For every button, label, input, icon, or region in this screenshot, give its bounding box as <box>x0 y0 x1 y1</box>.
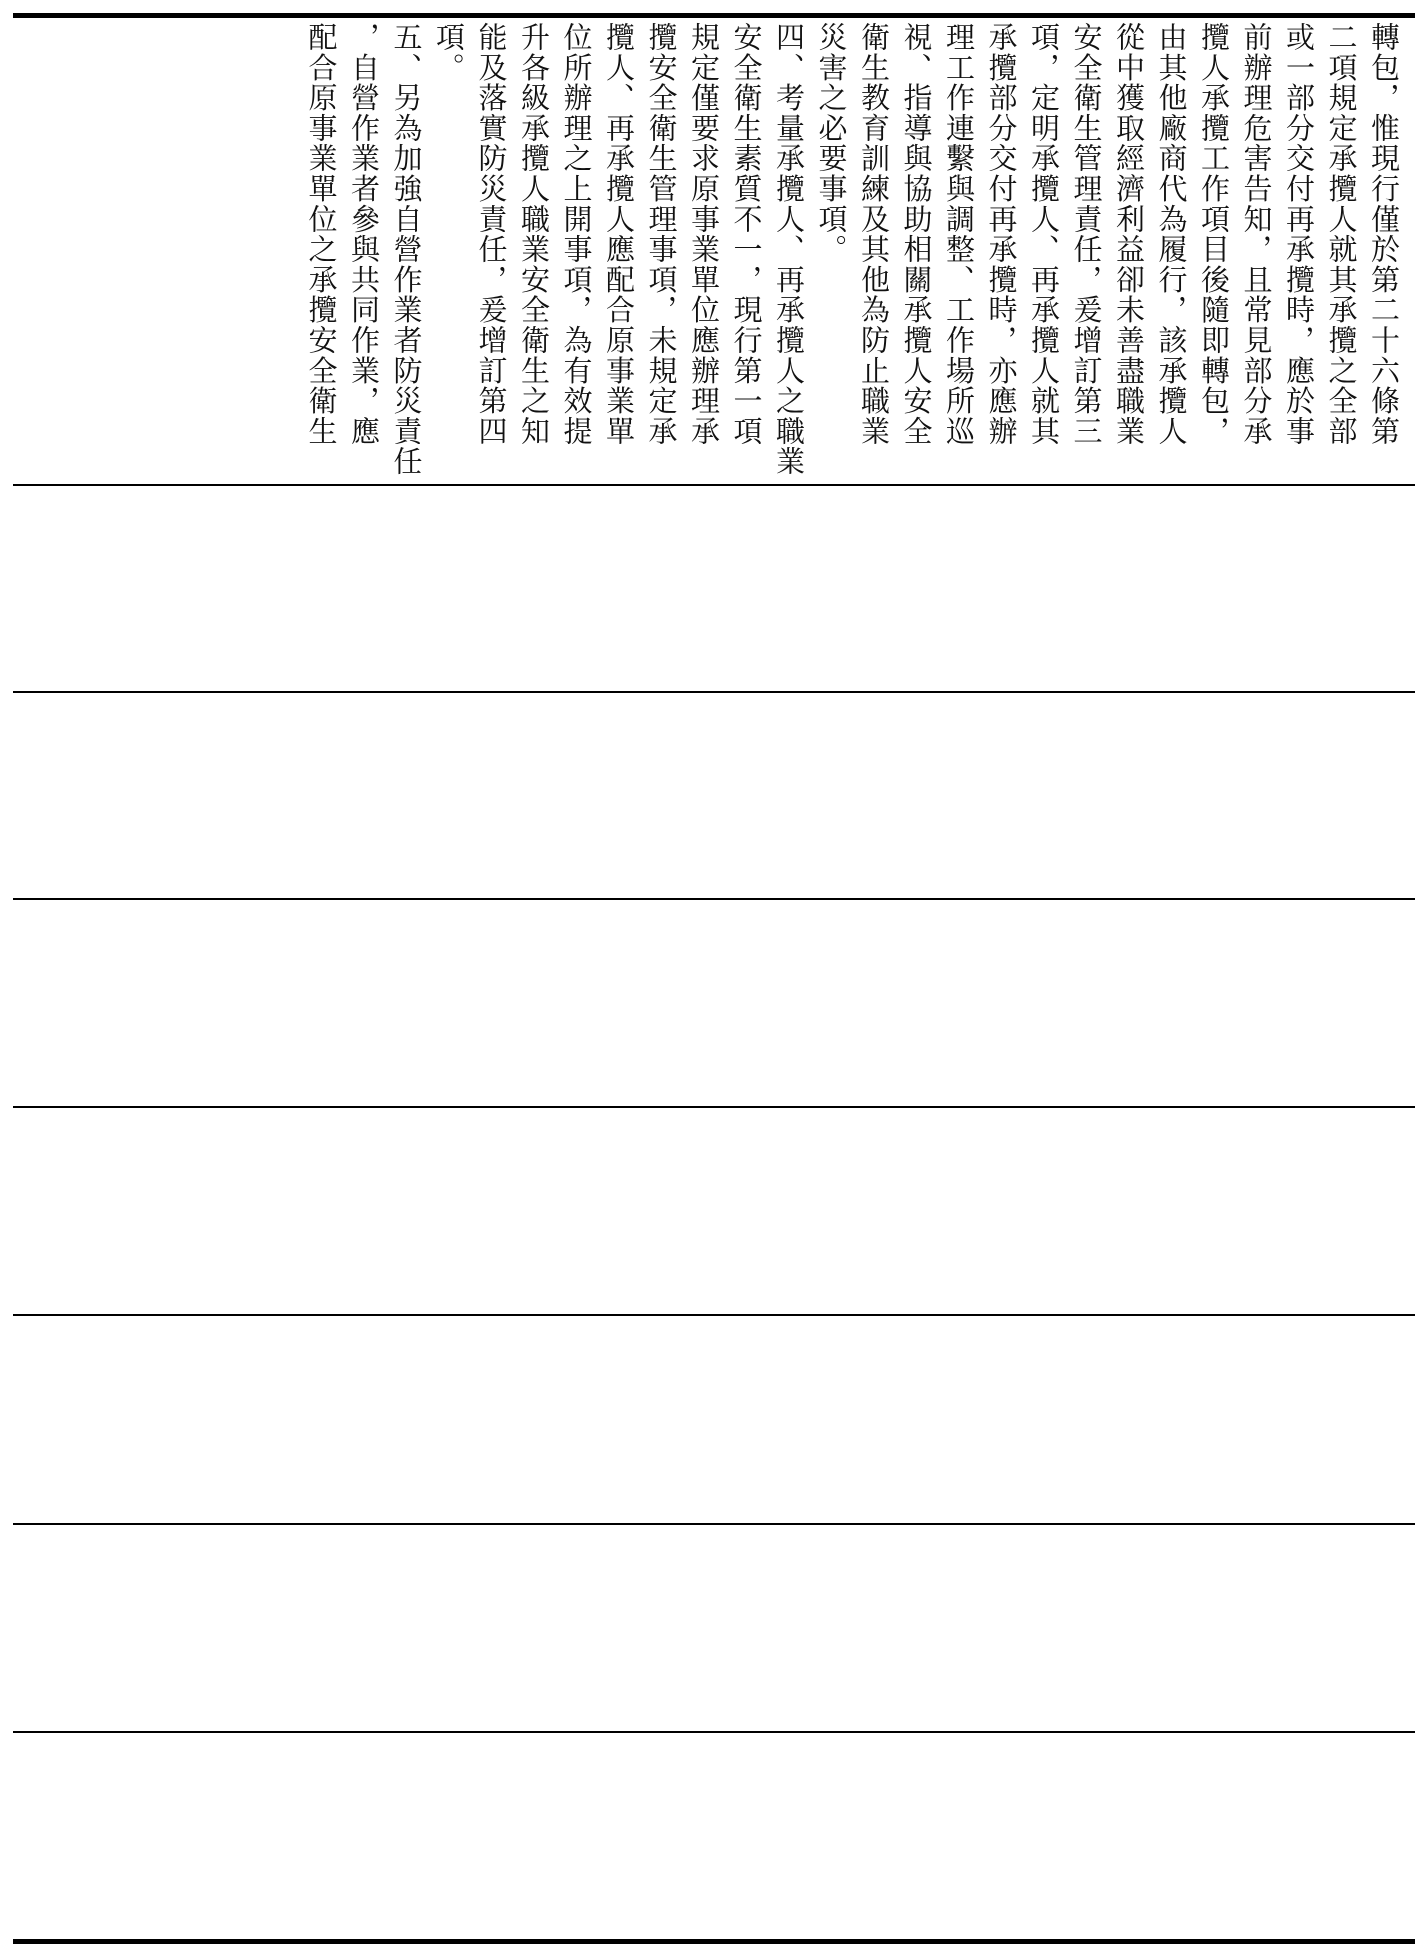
empty-table-row <box>13 486 1415 691</box>
empty-table-row <box>13 1525 1415 1730</box>
empty-table-row <box>13 1108 1415 1313</box>
text-column: ，自營作業者參與共同作業，應 <box>347 22 381 447</box>
top-rule <box>13 13 1415 18</box>
text-column: 五、另為加強自營作業者防災責任 <box>389 22 424 477</box>
text-column: 四、考量承攬人、再承攬人之職業 <box>772 22 806 477</box>
text-column: 由其他廠商代為履行，該承攬人 <box>1154 22 1189 447</box>
text-column: 項，定明承攬人、再承攬人就其 <box>1027 22 1061 447</box>
text-column: 攬人承攬工作項目後隨即轉包， <box>1197 22 1231 447</box>
text-column: 安全衛生素質不一，現行第一項 <box>729 22 764 447</box>
text-column: 攬安全衛生管理事項，未規定承 <box>644 22 679 447</box>
text-column: 規定僅要求原事業單位應辦理承 <box>687 22 721 447</box>
text-column: 攬人、再承攬人應配合原事業單 <box>602 22 636 447</box>
bottom-rule <box>13 1939 1415 1944</box>
text-column: 能及落實防災責任，爰增訂第四 <box>474 22 509 447</box>
text-column: 位所辦理之上開事項，為有效提 <box>559 22 594 447</box>
empty-table-row <box>13 900 1415 1105</box>
text-column: 配合原事業單位之承攬安全衛生 <box>304 22 339 447</box>
text-column: 承攬部分交付再承攬時，亦應辦 <box>984 22 1019 447</box>
text-column: 前辦理危害告知，且常見部分承 <box>1239 22 1274 447</box>
text-column: 項。 <box>432 22 466 83</box>
empty-table-row <box>13 1316 1415 1521</box>
text-column: 視、指導與協助相關承攬人安全 <box>899 22 934 447</box>
text-column: 升各級承攬人職業安全衛生之知 <box>517 22 551 447</box>
text-column: 衛生教育訓練及其他為防止職業 <box>857 22 891 447</box>
text-column: 轉包，惟現行僅於第二十六條第 <box>1367 22 1401 447</box>
vertical-text-block <box>18 22 1401 480</box>
text-column: 二項規定承攬人就其承攬之全部 <box>1324 22 1359 447</box>
text-column: 從中獲取經濟利益卻未善盡職業 <box>1112 22 1146 447</box>
text-column: 災害之必要事項。 <box>814 22 849 265</box>
empty-table-row <box>13 1733 1415 1939</box>
text-column: 或一部分交付再承攬時，應於事 <box>1282 22 1316 447</box>
text-column: 理工作連繫與調整、工作場所巡 <box>942 22 976 447</box>
text-column: 安全衛生管理責任，爰增訂第三 <box>1069 22 1104 447</box>
empty-table-row <box>13 693 1415 898</box>
